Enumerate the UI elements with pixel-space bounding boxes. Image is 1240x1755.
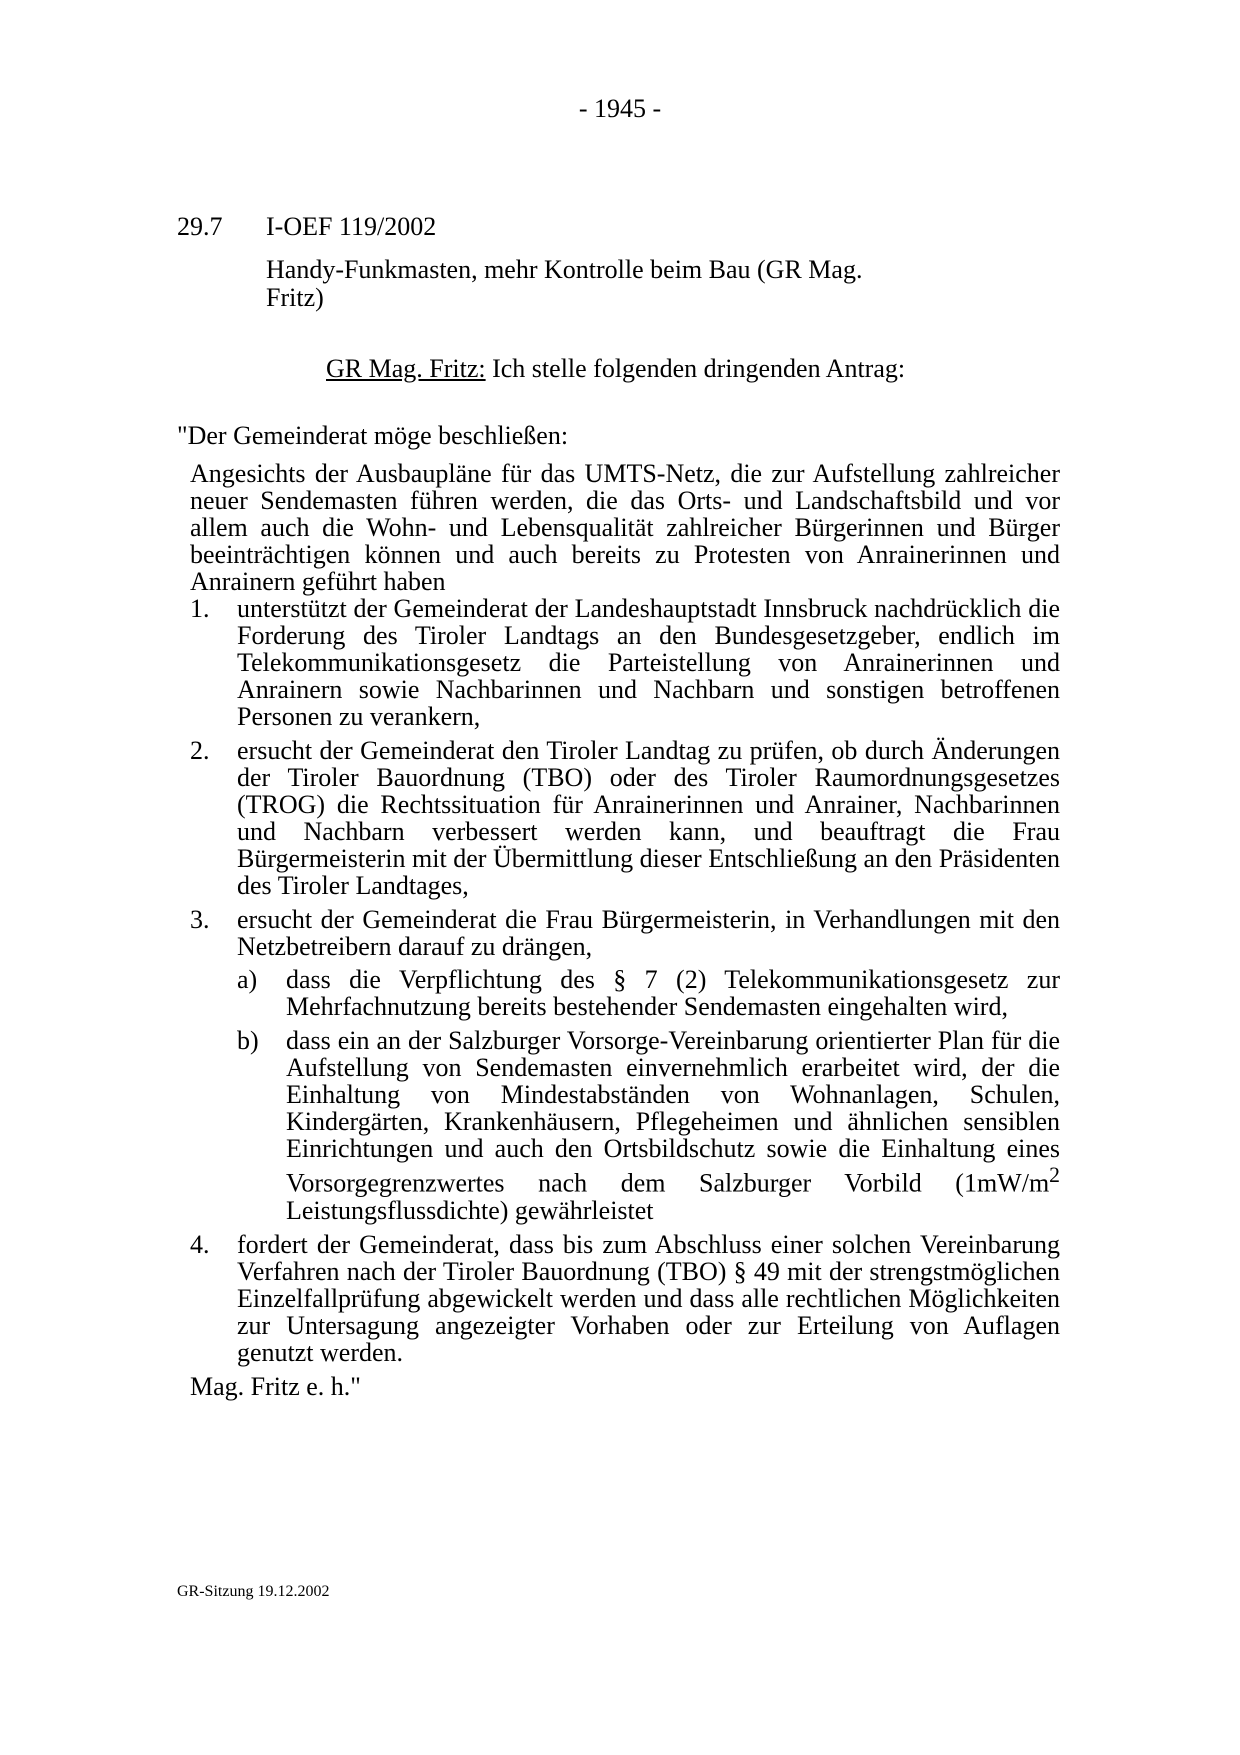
motion-preamble: Angesichts der Ausbaupläne für das UMTS-Netz, die zur Aufstellung zahlreicher neuer Sendemasten führen werden, die das Orts- und Landschaftsbild und vor allem auch die Wohn- und Lebensqualität zahlreicher Bürgerinnen und Bürger beeinträchtigen können und auch bereits zu Protesten von Anrainerinnen und Anrainern geführt haben — [190, 459, 1060, 596]
point-number: 3. — [190, 905, 210, 934]
agenda-item-reference: I-OEF 119/2002 — [266, 212, 437, 241]
agenda-item-title: Handy-Funkmasten, mehr Kontrolle beim Bau (GR Mag. Fritz) — [266, 255, 863, 312]
motion-point-1 — [190, 595, 1060, 730]
motion-subpoint-b — [237, 1027, 1060, 1224]
point-text: fordert der Gemeinderat, dass bis zum Abschluss einer solchen Vereinbarung Verfahren nach der Tiroler Bauordnung (TBO) § 49 mit der strengstmöglichen Einzelfallprüfung abgewickelt werden und dass alle rechtlichen Möglichkeiten zur Untersagung angezeigter Vorhaben oder zur Erteilung von Auflagen genutzt werden. — [237, 1229, 1060, 1367]
motion-opening: "Der Gemeinderat möge beschließen: — [177, 421, 569, 450]
superscript-exponent: 2 — [1049, 1163, 1060, 1187]
footer-session-date: GR-Sitzung 19.12.2002 — [177, 1583, 330, 1600]
agenda-item-heading — [177, 212, 436, 242]
point-number: 2. — [190, 736, 210, 765]
point-text: ersucht der Gemeinderat den Tiroler Landtag zu prüfen, ob durch Änderungen der Tiroler Bauordnung (TBO) oder des Tiroler Raumordnungsgesetzes (TROG) die Rechtssituation für Anrainerinnen und Anrainer, Nachbarinnen und Nachbarn verbessert werden kann, und beauftragt die Frau Bürgermeisterin mit der Übermittlung dieser Entschließung an den Präsidenten des Tiroler Landtages, — [237, 736, 1060, 900]
agenda-item-number: 29.7 — [177, 212, 223, 241]
subpoint-letter: a) — [237, 965, 258, 994]
motion-body — [190, 460, 1060, 1400]
speaker-statement: Ich stelle folgenden dringenden Antrag: — [485, 354, 906, 383]
point-text: ersucht der Gemeinderat die Frau Bürgermeisterin, in Verhandlungen mit den Netzbetreibern darauf zu drängen, — [237, 905, 1060, 961]
point-number: 1. — [190, 594, 210, 623]
subpoint-text: dass die Verpflichtung des § 7 (2) Telekommunikationsgesetz zur Mehrfachnutzung bereits bestehender Sendemasten eingehalten wird, — [286, 965, 1060, 1021]
point-number: 4. — [190, 1229, 210, 1259]
signature: Mag. Fritz e. h." — [190, 1371, 361, 1401]
motion-point-2 — [190, 737, 1060, 899]
subpoint-text — [286, 1027, 1060, 1224]
motion-subpoint-a — [237, 966, 1060, 1020]
motion-point-3 — [190, 906, 1060, 960]
page-number: - 1945 - — [578, 94, 662, 123]
motion-point-4 — [190, 1231, 1060, 1366]
speaker-line — [326, 354, 905, 384]
subpoint-text-end: Leistungsflussdichte) gewährleistet — [286, 1195, 654, 1225]
subpoint-text-main: dass ein an der Salzburger Vorsorge-Vereinbarung orientierter Plan für die Aufstellung von Sendemasten einvernehmlich erarbeitet wird, der die Einhaltung von Mindestabständen von Wohnanlagen, Schulen, Kindergärten, Krankenhäusern, Pflegeheimen und ähnlichen sensiblen Einrichtungen und auch den Ortsbildschutz sowie die Einhaltung eines Vorsorgegrenzwertes nach dem Salzburger Vorbild (1mW/m — [286, 1026, 1060, 1198]
subpoint-letter: b) — [237, 1026, 259, 1055]
speaker-name: GR Mag. Fritz: — [326, 354, 486, 383]
point-text: unterstützt der Gemeinderat der Landeshauptstadt Innsbruck nachdrücklich die Forderung des Tiroler Landtags an den Bundesgesetzgeber, endlich im Telekommunikationsgesetz die Parteistellung von Anrainerinnen und Anrainern sowie Nachbarinnen und Nachbarn und sonstigen betroffenen Personen zu verankern, — [237, 594, 1060, 731]
